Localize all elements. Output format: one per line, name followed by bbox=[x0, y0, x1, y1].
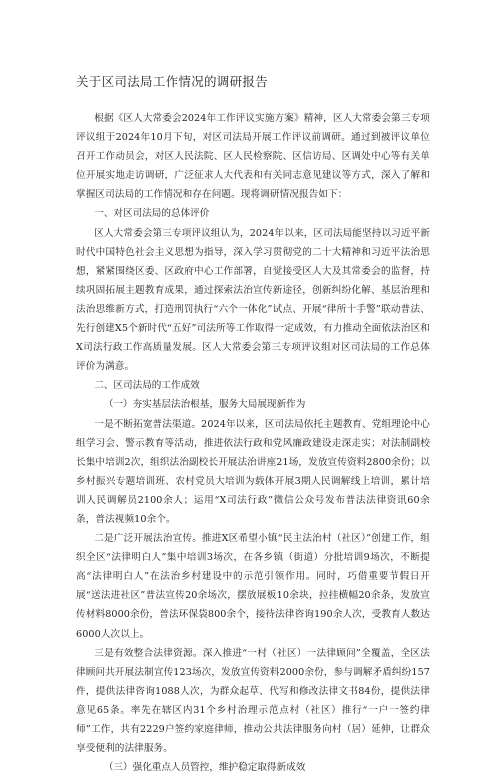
paragraph-legal-education: 一是不断拓宽普法渠道。2024年以来，区司法局依托主题教育、党组理论中心组学习会、警示教育等活动，推进依法行政和党风廉政建设走深走实；对法制副校长集中培训2次，组织法治副校长开展法治讲座21场，发放宣传资料2800余份；以乡村振兴专题培训班、农村党员大培训为载体开展3期人民调解线上培训，累计培训人民调解员2100余人；运用“X司法行政”微信公众号发布普法法律资讯60余条，普法视频10余个。 bbox=[76, 418, 430, 525]
paragraph-legal-publicity: 二是广泛开展法治宣传。推进X区希望小镇“民主法治村（社区）”创建工作，组织全区“法律明白人”集中培训3场次，在各乡镇（街道）分批培训9场次，不断提高“法律明白人”在法治乡村建设中的示范引领作用。同时，巧借重要节假日开展“送法进社区”普法宣传20余场次，摆放展板10余块，拉挂横幅20余条，发放宣传材料8000余份，普法环保袋800余个，接待法律咨询190余人次，受教育人数达6000人次以上。 bbox=[76, 533, 430, 640]
section-heading-overall-evaluation: 一、对区司法局的总体评价 bbox=[94, 208, 210, 220]
paragraph-legal-resources: 三是有效整合法律资源。深入推进“一村（社区）一法律顾问”全覆盖，全区法律顾问共开展法制宣传123场次，发放宣传资料2000余份，参与调解矛盾纠纷157件，提供法律咨询1088人次，为群众起草、代写和修改法律文书84份，提供法律意见65条。率先在辖区内31个乡村治理示范点村（社区）推行“一户一签约律师”工作，共有2229户签约家庭律师，推动公共法律服务向村（居）延伸，让群众享受便利的法律服务。 bbox=[76, 647, 430, 755]
subsection-heading-rule-of-law: （一）夯实基层法治根基，服务大局展现新作为 bbox=[103, 399, 306, 411]
intro-paragraph: 根据《区人大常委会2024年工作评议实施方案》精神，区人大常委会第三专项评议组于2024年10月下旬，对区司法局开展工作评议前调研。通过到被评议单位召开工作动员会，对区人民法院、区人民检察院、区信访局、区调处中心等有关单位开展实地走访调研，广泛征求人大代表和有关同志意见建议等方式，深入了解和掌握区司法局的工作情况和存在问题。现将调研情况报告如下： bbox=[76, 113, 430, 201]
subsection-heading-key-personnel: （三）强化重点人员管控，维护稳定取得新成效 bbox=[103, 762, 306, 774]
section-heading-work-results: 二、区司法局的工作成效 bbox=[94, 380, 200, 392]
overall-evaluation-paragraph: 区人大常委会第三专项评议组认为，2024年以来，区司法局能坚持以习近平新时代中国特色社会主义思想为指导，深入学习贯彻党的二十大精神和习近平法治思想，紧紧围绕区委、区政府中心工作部署，自觉接受区人大及其常委会的监督，持续巩固拓展主题教育成果，通过探索法治宣传新途径，创新纠纷化解、基层治理和法治思维新方式，打造刑罚执行“六个一体化”试点、开展“律所十手警”联动普法、先行创建X5个新时代“五好”司法所等工作取得一定成效，有力推动全面依法治区和X司法行政工作高质量发展。区人大常委会第三专项评议组对区司法局的工作总体评价为满意。 bbox=[76, 227, 430, 373]
document-title: 关于区司法局工作情况的调研报告 bbox=[76, 74, 269, 89]
